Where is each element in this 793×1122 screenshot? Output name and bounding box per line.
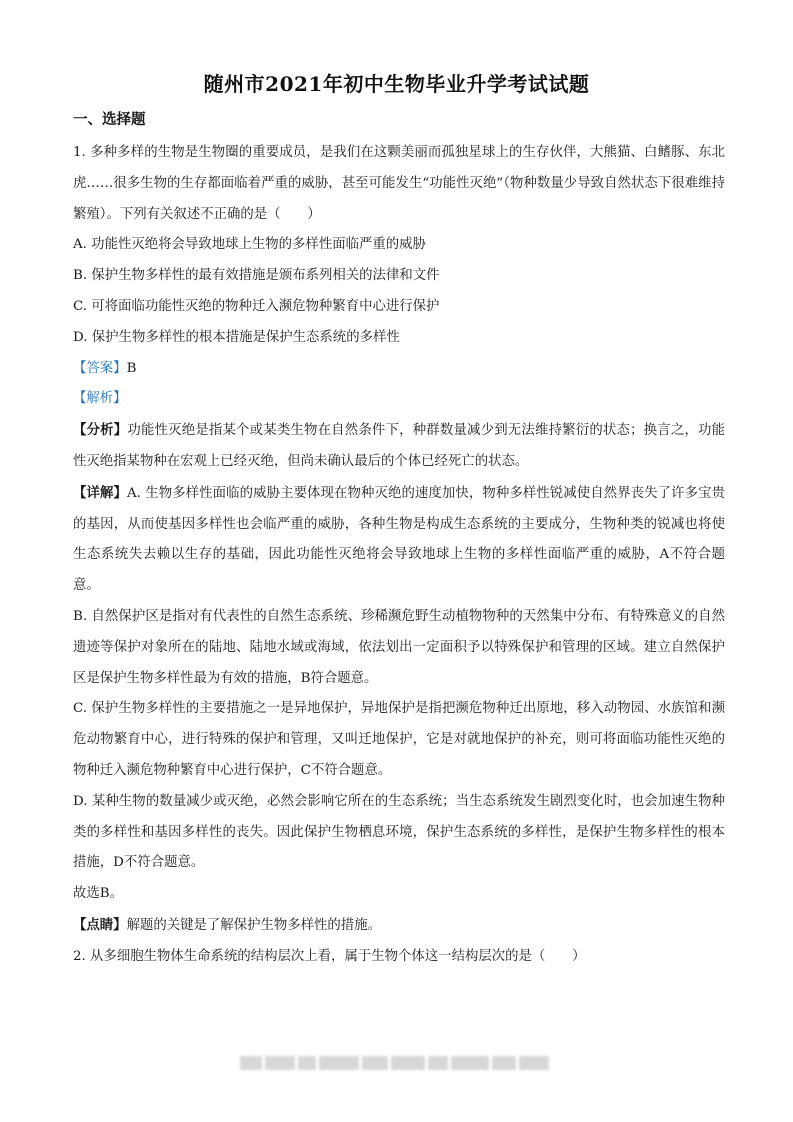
option-b: B. 保护生物多样性的最有效措施是颁布系列相关的法律和文件 bbox=[73, 268, 440, 284]
dianjing-label: 【点睛】 bbox=[73, 916, 127, 933]
fenxi-label: 【分析】 bbox=[73, 422, 128, 439]
option-c: C. 可将面临功能性灭绝的物种迁入濒危物种繁育中心进行保护 bbox=[73, 298, 440, 314]
xiangjie-paragraph-b: B. 自然保护区是指对有代表性的自然生态系统、珍稀濒危野生动植物物种的天然集中分布、有特殊意义的自然遗迹等保护对象所在的陆地、陆地水域或海域，依法划出一定面积予以特殊保护和管理的区域。建立自然保护区是保护生物多样性最为有效的措施，B符合题意。 bbox=[73, 608, 725, 686]
answer-label: 【答案】 bbox=[73, 360, 127, 376]
xiangjie-paragraph-a bbox=[73, 478, 725, 602]
xiangjie-a-text: A. 生物多样性面临的威胁主要体现在物种灭绝的速度加快，物种多样性锐减使自然界丧失了许多宝贵的基因，从而使基因多样性也会临严重的威胁，各种生物是构成生态系统的主要成分，生物种类的锐减也将使生态系统失去赖以生存的基础，因此功能性灭绝将会导致地球上生物的多样性面临严重的威胁，A不符合题意。 bbox=[73, 485, 726, 594]
question-content bbox=[73, 138, 725, 973]
xiangjie-label: 【详解】 bbox=[73, 484, 127, 501]
option-d: D. 保护生物多样性的根本措施是保护生态系统的多样性 bbox=[73, 329, 400, 345]
xiangjie-paragraph-c: C. 保护生物多样性的主要措施之一是异地保护，异地保护是指把濒危物种迁出原地，移入动物园、水族馆和濒危动物繁育中心，进行特殊的保护和管理，又叫迁地保护，它是对就地保护的补充，则可将面临功能性灭绝的物种迁入濒危物种繁育中心进行保护，C不符合题意。 bbox=[73, 701, 725, 778]
fenxi-text: 功能性灭绝是指某个或某类生物在自然条件下，种群数量减少到无法维持繁衍的状态；换言之，功能性灭绝指某物种在宏观上已经灭绝，但尚未确认最后的个体已经死亡的状态。 bbox=[73, 423, 726, 469]
question-2-stem: 2. 从多细胞生物体生命系统的结构层次上看，属于生物个体这一结构层次的是（ ） bbox=[73, 948, 586, 964]
page-title: 随州市2021年初中生物毕业升学考试试题 bbox=[203, 72, 590, 96]
conclusion-line: 故选B。 bbox=[73, 886, 124, 902]
dianjing-text: 解题的关键是了解保护生物多样性的措施。 bbox=[126, 917, 381, 933]
dianjing-paragraph bbox=[73, 910, 725, 942]
analysis-label: 【解析】 bbox=[73, 391, 127, 407]
question-1-stem: 1. 多种多样的生物是生物圈的重要成员，是我们在这颗美丽而孤独星球上的生存伙伴，大熊猫、白鳍豚、东北虎……很多生物的生存都面临着严重的威胁，甚至可能发生“功能性灭绝”（物种数量少导致自然状态下很难维持繁殖）。下列有关叙述不正确的是（ ） bbox=[73, 145, 725, 222]
section-heading: 一、选择题 bbox=[73, 111, 146, 128]
option-a: A. 功能性灭绝将会导致地球上生物的多样性面临严重的威胁 bbox=[73, 237, 426, 253]
answer-line bbox=[73, 354, 725, 385]
xiangjie-paragraph-d: D. 某种生物的数量减少或灭绝，必然会影响它所在的生态系统；当生态系统发生剧烈变化时，也会加速生物种类的多样性和基因多样性的丧失。因此保护生物栖息环境，保护生态系统的多样性，是保护生物多样性的根本措施，D不符合题意。 bbox=[73, 793, 725, 871]
fenxi-paragraph bbox=[73, 415, 725, 478]
analysis-line bbox=[73, 384, 725, 415]
blurred-footer-watermark bbox=[240, 1056, 555, 1070]
answer-value: B bbox=[126, 360, 137, 376]
